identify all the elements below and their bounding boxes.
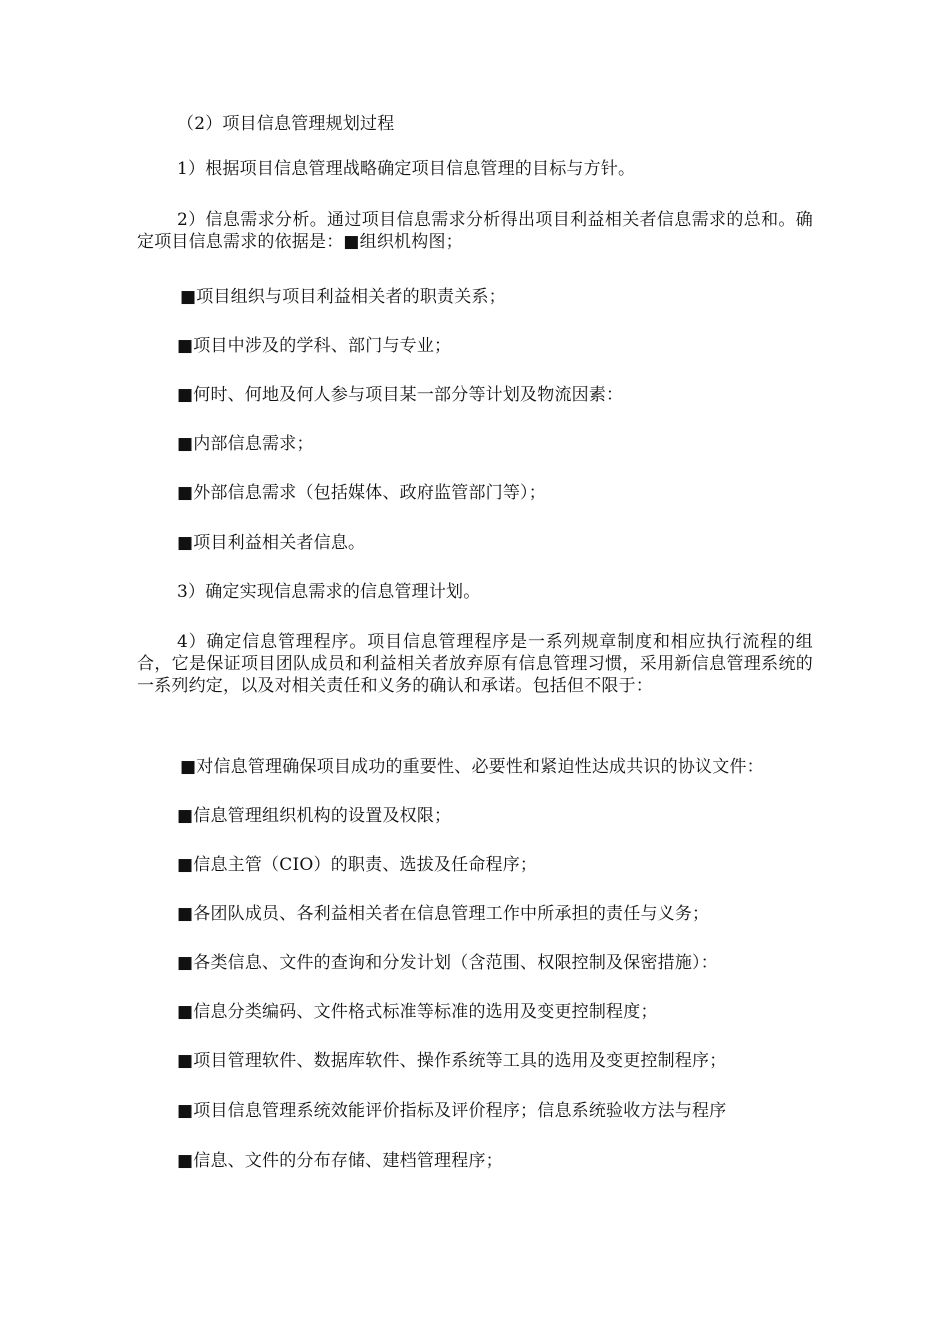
- list-item: ■各类信息、文件的查询和分发计划（含范围、权限控制及保密措施）：: [177, 953, 718, 973]
- list-item: ■项目利益相关者信息。: [177, 533, 366, 553]
- section-heading: （2）项目信息管理规划过程: [177, 114, 395, 134]
- list-item: ■信息主管（CIO）的职责、选拔及任命程序；: [177, 855, 538, 875]
- list-item: ■各团队成员、各利益相关者在信息管理工作中所承担的责任与义务；: [177, 904, 710, 924]
- list-item: ■信息分类编码、文件格式标准等标准的选用及变更控制程度；: [177, 1002, 658, 1022]
- list-item: ■项目组织与项目利益相关者的职责关系；: [180, 287, 506, 307]
- list-item: ■内部信息需求；: [177, 434, 314, 454]
- list-item: ■信息、文件的分布存储、建档管理程序；: [177, 1151, 503, 1171]
- list-item: ■外部信息需求（包括媒体、政府监管部门等）；: [177, 483, 546, 503]
- list-item: ■项目信息管理系统效能评价指标及评价程序；信息系统验收方法与程序: [177, 1101, 727, 1121]
- list-item: ■项目中涉及的学科、部门与专业；: [177, 336, 452, 356]
- step-1-text: 1）根据项目信息管理战略确定项目信息管理的目标与方针。: [177, 159, 636, 179]
- list-item: ■项目管理软件、数据库软件、操作系统等工具的选用及变更控制程序；: [177, 1051, 727, 1071]
- list-item: ■信息管理组织机构的设置及权限；: [177, 806, 452, 826]
- list-item: ■对信息管理确保项目成功的重要性、必要性和紧迫性达成共识的协议文件：: [180, 757, 764, 777]
- list-item: ■何时、何地及何人参与项目某一部分等计划及物流因素：: [177, 385, 624, 405]
- step-4-paragraph: 4）确定信息管理程序。项目信息管理程序是一系列规章制度和相应执行流程的组合，它是保证项目团队成员和利益相关者放弃原有信息管理习惯，采用新信息管理系统的一系列约定，以及对相关责任和义务的确认和承诺。包括但不限于：: [137, 632, 813, 696]
- step-3-text: 3）确定实现信息需求的信息管理计划。: [177, 582, 481, 602]
- step-2-paragraph: 2）信息需求分析。通过项目信息需求分析得出项目利益相关者信息需求的总和。确定项目信息需求的依据是：■组织机构图；: [137, 210, 813, 252]
